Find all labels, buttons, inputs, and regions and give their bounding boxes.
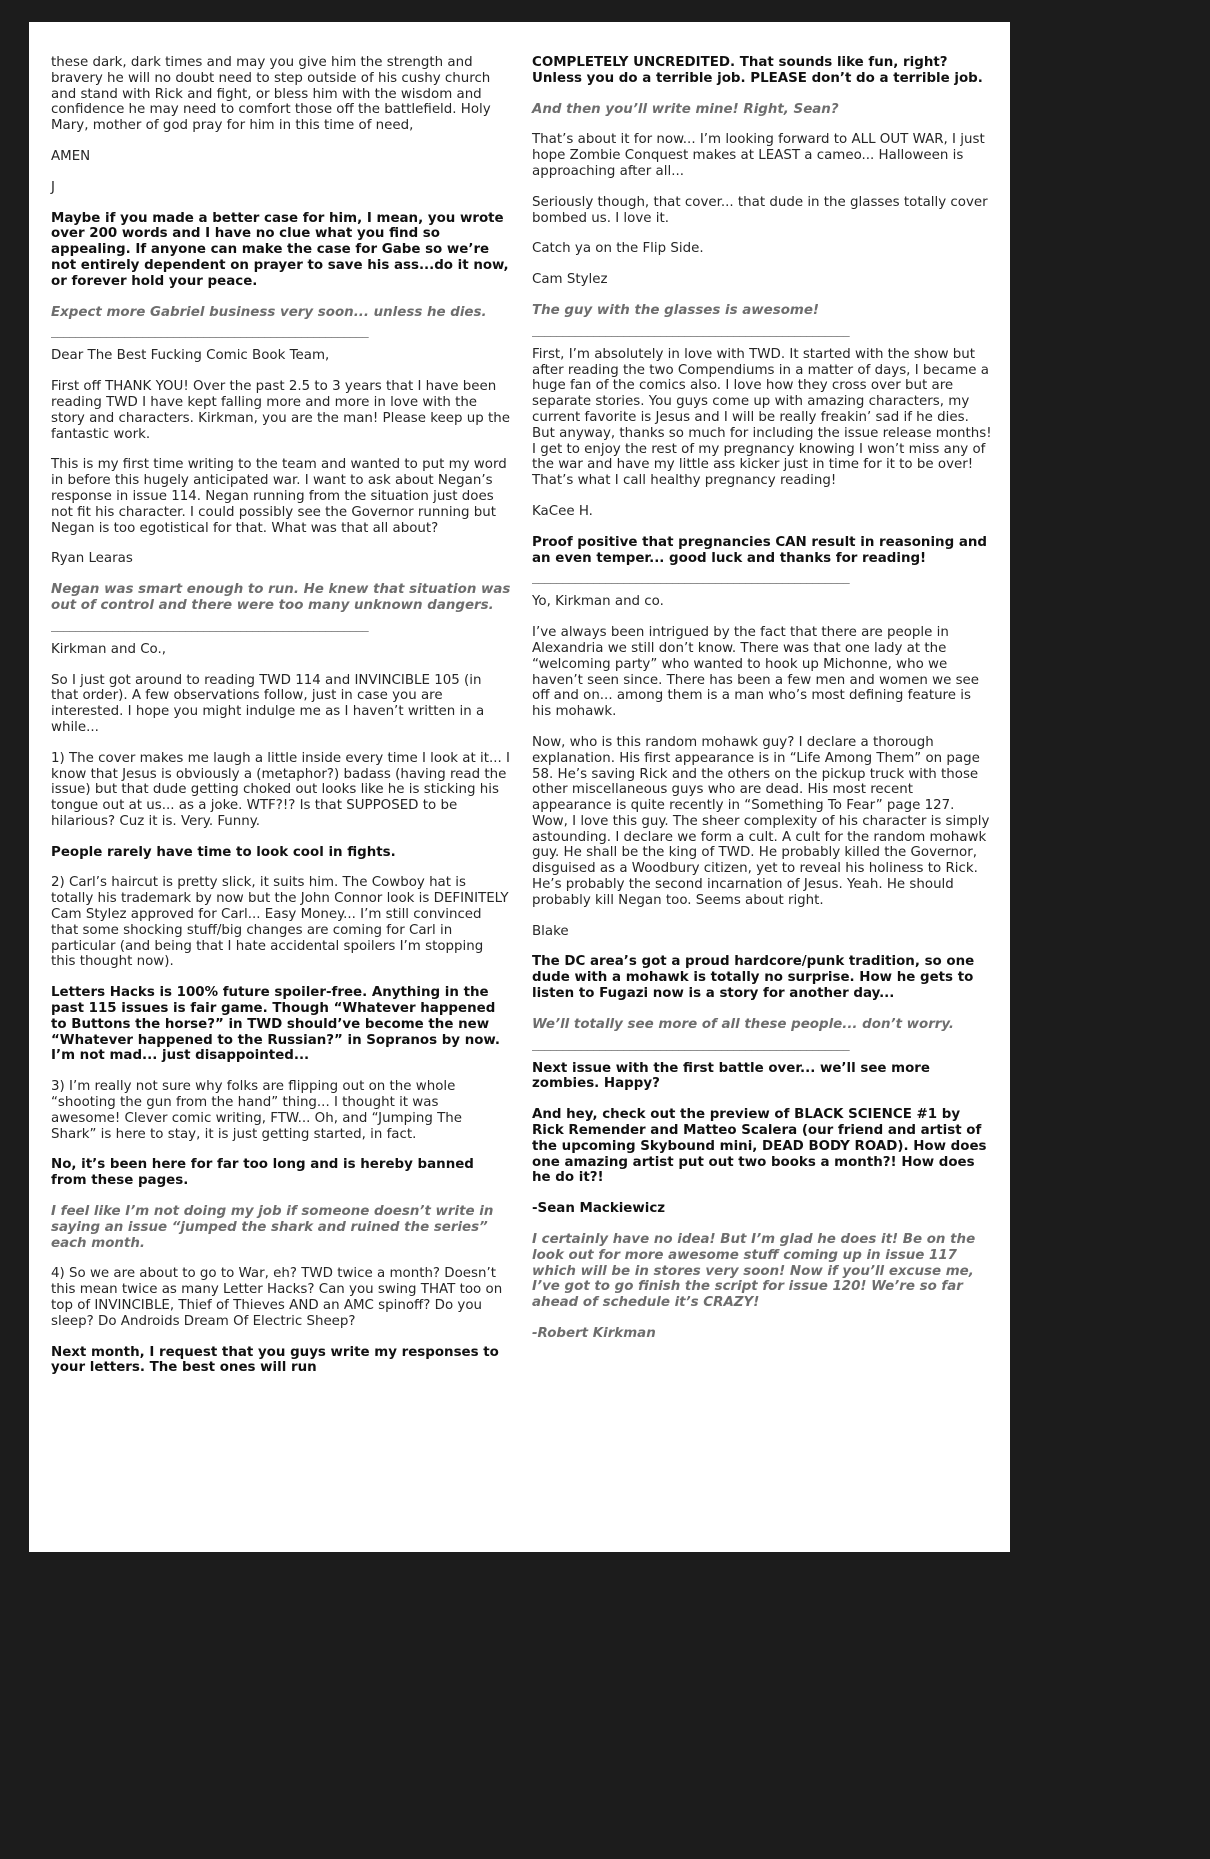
editor-reply: Letters Hacks is 100% future spoiler-free. Anything in the past 115 issues is fair game. Though “Whatever happened to Buttons the horse?” in TWD should’ve become the new “Whatever happened to the Russian?” in Sopranos by now. I’m not mad... just disappointed... (51, 985, 501, 1064)
letter-paragraph: 2) Carl’s haircut is pretty slick, it suits him. The Cowboy hat is totally his trademark by now but the John Connor look is DEFINITELY Cam Stylez approved for Carl... Easy Money... I’m still convinced that some shocking stuff/big changes are coming for Carl in particular (and being that I hate accidental spoilers I’m stopping this thought now). (51, 875, 509, 970)
editor-reply: Maybe if you made a better case for him, I mean, you wrote over 200 words and I have no clue what you find so appealing. If anyone can make the case for Gabe so we’re not entirely dependent on prayer to save his ass...do it now, or forever hold your peace. (51, 210, 509, 289)
letter-paragraph: This is my first time writing to the team and wanted to put my word in before this hugely anticipated war. I want to ask about Negan’s response in issue 114. Negan running from the situation just does not fit his character. I could possibly see the Governor running but Negan is too egotistical for that. What was that all about? (51, 457, 507, 536)
letter-paragraph: That’s about it for now... I’m looking forward to ALL OUT WAR, I just hope Zombie Conquest makes at LEAST a cameo... Halloween is approaching after all... (532, 132, 985, 179)
editor-aside: And then you’ll write mine! Right, Sean? (532, 101, 839, 117)
letter-paragraph: KaCee H. (532, 503, 593, 519)
letter-separator: ____________________________________________________ (51, 325, 368, 340)
letter-separator: ____________________________________________________ (532, 571, 849, 586)
letter-paragraph: I’ve always been intrigued by the fact that there are people in Alexandria we still don’t know. There was that one lady at the “welcoming party” who wanted to hook up Michonne, who we haven’t seen since. There has been a few men and women we see off and on... among them is a man who’s most defining feature is his mohawk. (532, 625, 980, 720)
letter-paragraph: 4) So we are about to go to War, eh? TWD twice a month? Doesn’t this mean twice as many Letter Hacks? Can you swing THAT too on top of INVINCIBLE, Thief of Thieves AND an AMC spinoff? Do you sleep? Do Androids Dream Of Electric Sheep? (51, 1266, 503, 1329)
letter-paragraph: Kirkman and Co., (51, 641, 167, 657)
editor-reply: People rarely have time to look cool in fights. (51, 844, 396, 860)
letter-paragraph: J (51, 179, 55, 195)
editor-aside: We’ll totally see more of all these people... don’t worry. (532, 1016, 954, 1032)
letter-paragraph: So I just got around to reading TWD 114 and INVINCIBLE 105 (in that order). A few observations follow, just in case you are interested. I hope you might indulge me as I haven’t written in a while... (51, 672, 485, 735)
editor-reply: The DC area’s got a proud hardcore/punk tradition, so one dude with a mohawk is totally no surprise. How he gets to listen to Fugazi now is a story for another day... (532, 954, 975, 1002)
letter-separator: ____________________________________________________ (51, 618, 368, 633)
letter-paragraph: Dear The Best Fucking Comic Book Team, (51, 348, 330, 364)
letter-paragraph: Seriously though, that cover... that dude in the glasses totally cover bombed us. I love it. (532, 194, 988, 226)
letter-paragraph: 1) The cover makes me laugh a little inside every time I look at it... I know that Jesus is obviously a (metaphor?) badass (having read the issue) but that dude getting choked out looks like he is sticking his tongue out at us... as a joke. WTF?!? Is that SUPPOSED to be hilarious? Cuz it is. Very. Funny. (51, 750, 510, 829)
editor-aside: -Robert Kirkman (532, 1326, 656, 1342)
letter-paragraph: Blake (532, 923, 569, 939)
letter-separator: ____________________________________________________ (532, 1037, 849, 1052)
editor-aside: The guy with the glasses is awesome! (532, 302, 820, 318)
letter-paragraph: Catch ya on the Flip Side. (532, 241, 704, 257)
editor-reply: And hey, check out the preview of BLACK SCIENCE #1 by Rick Remender and Matteo Scalera (our friend and artist of the upcoming Skybound mini, DEAD BODY ROAD). How does one amazing artist put out two books a month?! How does he do it?! (532, 1107, 987, 1186)
editor-reply: No, it’s been here for far too long and is hereby banned from these pages. (51, 1157, 474, 1189)
letter-paragraph: Ryan Learas (51, 551, 133, 567)
letter-paragraph: First off THANK YOU! Over the past 2.5 to 3 years that I have been reading TWD I have kept falling more and more in love with the story and characters. Kirkman, you are the man! Please keep up the fantastic work. (51, 379, 510, 442)
left-column (51, 55, 511, 1391)
letters-page (29, 22, 1010, 1552)
editor-reply: -Sean Mackiewicz (532, 1201, 666, 1217)
letter-paragraph: Yo, Kirkman and co. (532, 594, 664, 610)
right-column (532, 55, 992, 1357)
letter-paragraph: Now, who is this random mohawk guy? I declare a thorough explanation. His first appearance is in “Life Among Them” on page 58. He’s saving Rick and the others on the pickup truck with those other miscellaneous guys who are dead. His most recent appearance is quite recently in “Something To Fear” page 127. Wow, I love this guy. The sheer complexity of his character is simply astounding. I declare we form a cult. A cult for the random mohawk guy. He shall be the king of TWD. He probably killed the Governor, disguised as a Woodbury citizen, yet to reveal his holiness to Rick. He’s probably the second incarnation of Jesus. Yeah. He should probably kill Negan too. Seems about right. (532, 734, 990, 908)
editor-aside: Negan was smart enough to run. He knew that situation was out of control and there were too many unknown dangers. (51, 582, 511, 613)
letter-paragraph: First, I’m absolutely in love with TWD. It started with the show but after reading the two Compendiums in a matter of days, I became a huge fan of the comics also. I love how they cross over but are separate stories. You guys come up with amazing characters, my current favorite is Jesus and I will be really freakin’ sad if he dies. But anyway, thanks so much for including the issue release months! I get to enjoy the rest of my pregnancy knowing I won’t miss any of the war and have my little ass kicker just in time for it to be over! That’s what I call healthy pregnancy reading! (532, 346, 992, 489)
editor-reply: Next month, I request that you guys write my responses to your letters. The best ones will run (51, 1344, 499, 1376)
letter-paragraph: Cam Stylez (532, 272, 608, 288)
editor-aside: I certainly have no idea! But I’m glad he does it! Be on the look out for more awesome stuff coming up in issue 117 which will be in stores very soon! Now if you’ll excuse me, I’ve got to go finish the script for issue 120! We’re so far ahead of schedule it’s CRAZY! (532, 1232, 976, 1311)
letter-separator: ____________________________________________________ (532, 323, 849, 338)
editor-reply: Next issue with the first battle over... we’ll see more zombies. Happy? (532, 1060, 930, 1092)
editor-aside: Expect more Gabriel business very soon... unless he dies. (51, 304, 487, 320)
letter-paragraph: AMEN (51, 148, 91, 164)
editor-reply: COMPLETELY UNCREDITED. That sounds like fun, right? Unless you do a terrible job. PLEASE don’t do a terrible job. (532, 55, 983, 86)
letter-paragraph: 3) I’m really not sure why folks are flipping out on the whole “shooting the gun from the hand” thing... I thought it was awesome! Clever comic writing, FTW... Oh, and “Jumping The Shark” is here to stay, it is just getting started, in fact. (51, 1079, 463, 1142)
editor-reply: Proof positive that pregnancies CAN result in reasoning and an even temper... good luck and thanks for reading! (532, 534, 987, 566)
letter-paragraph: these dark, dark times and may you give him the strength and bravery he will no doubt need to step outside of his cushy church and stand with Rick and fight, or bless him with the wisdom and confidence he may need to comfort those off the battlefield. Holy Mary, mother of god pray for him in this time of need, (51, 55, 491, 134)
editor-aside: I feel like I’m not doing my job if someone doesn’t write in saying an issue “jumped the shark and ruined the series” each month. (51, 1204, 494, 1251)
